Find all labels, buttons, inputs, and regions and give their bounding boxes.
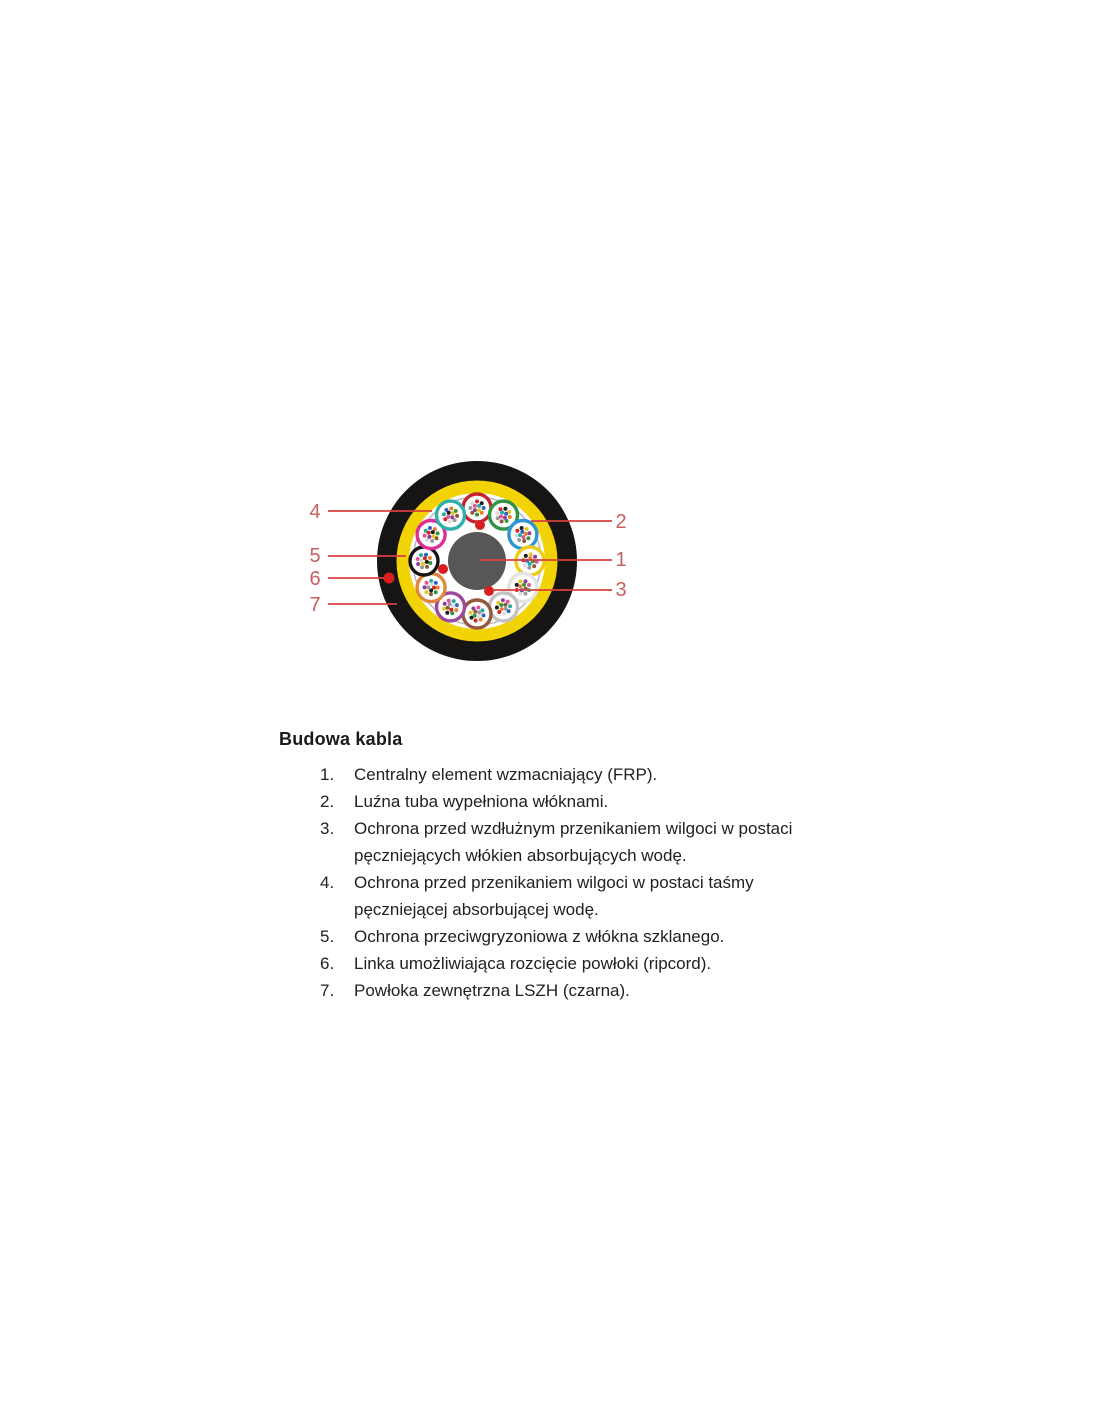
- list-item-number: [320, 842, 354, 869]
- fiber-dot: [428, 526, 432, 530]
- fiber-dot: [442, 512, 446, 516]
- fiber-dot: [476, 606, 480, 610]
- list-item-text: Luźna tuba wypełniona włóknami.: [354, 792, 609, 811]
- fiber-dot: [451, 604, 455, 608]
- fiber-dot: [518, 584, 522, 588]
- list-item-text: pęczniejących włókien absorbujących wodę.: [354, 846, 687, 865]
- list-item-text: Centralny element wzmacniający (FRP).: [354, 765, 658, 784]
- list-item-number: 6.: [320, 954, 335, 973]
- fiber-dot: [503, 507, 507, 511]
- callout-label-4: 4: [309, 501, 321, 523]
- list-item-7: [320, 977, 792, 1004]
- fiber-dot: [475, 499, 479, 503]
- fiber-dot: [477, 614, 481, 618]
- fiber-dot: [434, 581, 438, 585]
- callout-label-6: 6: [309, 568, 321, 590]
- list-item-3: [320, 815, 792, 869]
- fiber-dot: [473, 610, 477, 614]
- fiber-dot: [515, 529, 519, 533]
- fiber-dot: [432, 534, 436, 538]
- fiber-dot: [448, 520, 452, 524]
- fiber-dot: [425, 560, 429, 564]
- fiber-dot: [475, 513, 479, 517]
- water-swellable-dot: [438, 564, 448, 574]
- fiber-dot: [448, 602, 452, 606]
- fiber-dot: [482, 613, 486, 617]
- loose-tube-9: [417, 574, 445, 602]
- fiber-dot: [528, 562, 532, 566]
- fiber-dot: [429, 583, 433, 587]
- fiber-dot: [429, 588, 433, 592]
- fiber-dot: [517, 538, 521, 542]
- fiber-dot: [442, 607, 446, 611]
- fiber-dot: [504, 607, 508, 611]
- list-item-number: 7.: [320, 981, 335, 1000]
- fiber-dot: [420, 565, 424, 569]
- fiber-dot: [526, 536, 530, 540]
- list-item-number: [320, 896, 354, 923]
- fiber-dot: [419, 558, 423, 562]
- fiber-dot: [514, 534, 518, 538]
- fiber-dot: [450, 611, 454, 615]
- fiber-dot: [495, 606, 499, 610]
- fiber-dot: [423, 556, 427, 560]
- fiber-dot: [428, 561, 432, 565]
- fiber-dot: [527, 531, 531, 535]
- fiber-dot: [520, 526, 524, 530]
- loose-tube-3: [509, 521, 537, 549]
- callout-label-2: 2: [615, 511, 627, 533]
- fiber-dot: [423, 534, 427, 538]
- loose-tube-1: [463, 494, 491, 522]
- fiber-dot: [508, 515, 512, 519]
- callout-label-3: 3: [615, 579, 627, 601]
- fiber-dot: [500, 607, 504, 611]
- fiber-dot: [429, 579, 433, 583]
- fiber-dot: [522, 539, 526, 543]
- fiber-dot: [455, 603, 459, 607]
- fiber-dot: [532, 564, 536, 568]
- callout-label-1: 1: [615, 549, 627, 571]
- fiber-dot: [473, 614, 477, 618]
- fiber-dot: [495, 511, 499, 515]
- fiber-dot: [429, 592, 433, 596]
- fiber-dot: [425, 565, 429, 569]
- fiber-dot: [503, 516, 507, 520]
- fiber-dot: [482, 506, 486, 510]
- fiber-dot: [527, 583, 531, 587]
- list-item-2: [320, 788, 792, 815]
- fiber-dot: [436, 531, 440, 535]
- fiber-dot: [446, 606, 450, 610]
- fiber-dot: [518, 579, 522, 583]
- fiber-dot: [523, 563, 527, 567]
- fiber-dot: [499, 515, 503, 519]
- fiber-dot: [473, 504, 477, 508]
- fiber-dot: [432, 586, 436, 590]
- fiber-dot: [419, 553, 423, 557]
- fiber-dot: [518, 533, 522, 537]
- loose-tube-10: [410, 547, 438, 575]
- fiber-dot: [525, 527, 529, 531]
- fiber-dot: [427, 535, 431, 539]
- loose-tube-12: [437, 501, 465, 529]
- list-item-4: [320, 869, 792, 923]
- fiber-dot: [529, 552, 533, 556]
- list-item-text: Ochrona przed przenikaniem wilgoci w postaci taśmy: [354, 873, 754, 892]
- fiber-dot: [424, 590, 428, 594]
- fiber-dot: [523, 592, 527, 596]
- fiber-dot: [501, 598, 505, 602]
- list-item-text: Linka umożliwiająca rozcięcie powłoki (ripcord).: [354, 954, 712, 973]
- list-item-number: 4.: [320, 873, 335, 892]
- fiber-dot: [524, 532, 528, 536]
- fiber-dot: [469, 611, 473, 615]
- fiber-dot: [445, 611, 449, 615]
- fiber-dot: [427, 531, 431, 535]
- list-item-text: Ochrona przeciwgryzoniowa z włókna szklanego.: [354, 927, 725, 946]
- fiber-dot: [431, 530, 435, 534]
- fiber-dot: [446, 515, 450, 519]
- fiber-dot: [436, 586, 440, 590]
- fiber-dot: [425, 581, 429, 585]
- fiber-dot: [474, 619, 478, 623]
- fiber-dot: [524, 554, 528, 558]
- central-strength-member: [448, 532, 506, 590]
- fiber-dot: [518, 592, 522, 596]
- list-item-1: [320, 761, 792, 788]
- fiber-dot: [522, 583, 526, 587]
- water-swellable-dot: [484, 586, 494, 596]
- fiber-dot: [423, 585, 427, 589]
- list-item-text: pęczniejącej absorbującej wodę.: [354, 900, 599, 919]
- fiber-dot: [499, 603, 503, 607]
- fiber-dot: [503, 603, 507, 607]
- fiber-dot: [468, 506, 472, 510]
- fiber-dot: [502, 612, 506, 616]
- fiber-dot: [447, 599, 451, 603]
- fiber-dot: [477, 508, 481, 512]
- list-item-6: [320, 950, 792, 977]
- section-title: Budowa kabla: [279, 729, 403, 749]
- fiber-dot: [504, 512, 508, 516]
- fiber-dot: [443, 602, 447, 606]
- fiber-dot: [450, 515, 454, 519]
- fiber-dot: [522, 535, 526, 539]
- list-item-number: 5.: [320, 927, 335, 946]
- fiber-dot: [524, 579, 528, 583]
- fiber-dot: [508, 604, 512, 608]
- fiber-dot: [447, 511, 451, 515]
- fiber-dot: [473, 508, 477, 512]
- fiber-dot: [520, 530, 524, 534]
- fiber-dot: [477, 610, 481, 614]
- fiber-dot: [424, 553, 428, 557]
- construction-list: [320, 761, 792, 1004]
- fiber-dot: [500, 511, 504, 515]
- loose-tube-4: [516, 547, 544, 575]
- list-item-number: 3.: [320, 819, 335, 838]
- fiber-dot: [428, 556, 432, 560]
- list-item-number: 1.: [320, 765, 335, 784]
- fiber-dot: [416, 562, 420, 566]
- fiber-dot: [515, 583, 519, 587]
- fiber-dot: [477, 504, 481, 508]
- fiber-dot: [449, 507, 453, 511]
- fiber-dot: [533, 555, 537, 559]
- fiber-dot: [430, 539, 434, 543]
- fiber-dot: [416, 557, 420, 561]
- list-item-text: Powłoka zewnętrzna LSZH (czarna).: [354, 981, 630, 1000]
- fiber-dot: [455, 514, 459, 518]
- fiber-dot: [434, 590, 438, 594]
- loose-tube-6: [490, 593, 518, 621]
- list-item-5: [320, 923, 792, 950]
- callout-label-5: 5: [309, 545, 321, 567]
- fiber-dot: [527, 566, 531, 570]
- list-item-text: Ochrona przed wzdłużnym przenikaniem wilgoci w postaci: [354, 819, 793, 838]
- fiber-dot: [500, 519, 504, 523]
- callout-label-7: 7: [309, 594, 321, 616]
- ripcord-dot: [384, 573, 395, 584]
- fiber-dot: [449, 608, 453, 612]
- list-item-number: 2.: [320, 792, 335, 811]
- fiber-dot: [421, 562, 425, 566]
- fiber-dot: [426, 585, 430, 589]
- fiber-dot: [452, 599, 456, 603]
- loose-tube-7: [463, 600, 491, 628]
- fiber-dot: [451, 511, 455, 515]
- water-swellable-dot: [475, 520, 485, 530]
- fiber-dot: [454, 608, 458, 612]
